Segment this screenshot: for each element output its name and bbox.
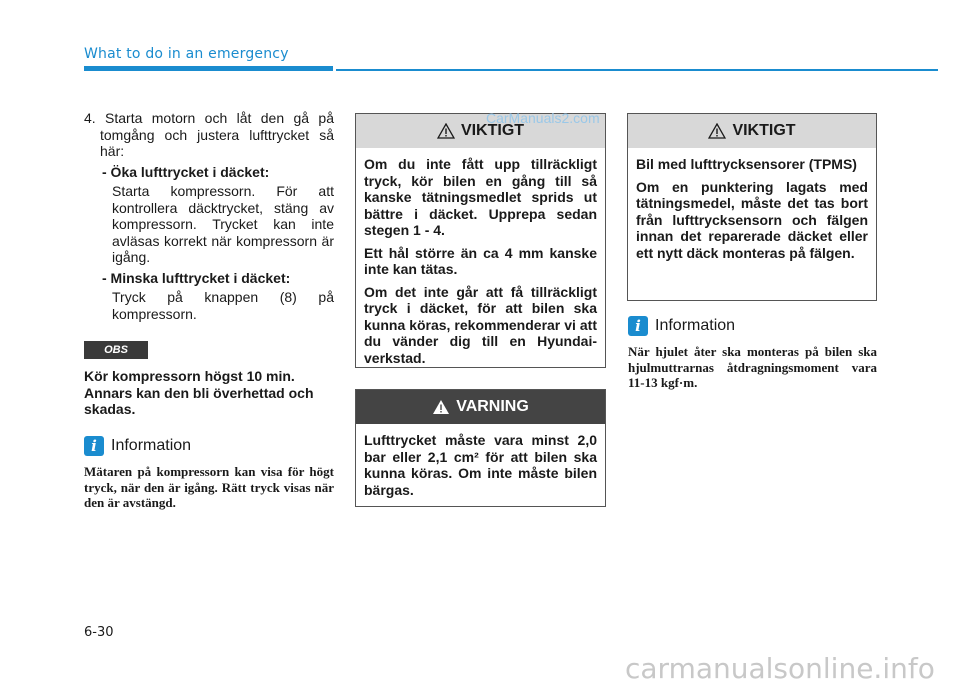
warning-triangle-icon	[708, 123, 726, 139]
info-text-left: Mätaren på kompressorn kan visa för högt tryck, när den är igång. Rätt tryck visas när den är avstängd.	[84, 464, 334, 510]
info-icon: i	[628, 316, 648, 336]
obs-text: Kör kompressorn högst 10 min. Annars kan den bli överhettad och skadas.	[84, 368, 314, 417]
varning-body	[356, 424, 605, 512]
varning-header	[356, 390, 605, 424]
section-header-title: What to do in an emergency	[84, 46, 289, 62]
viktigt-title-middle: VIKTIGT	[460, 122, 525, 139]
increase-pressure-text: Starta kompressorn. För att kontrollera däcktrycket, stäng av kompressorn. Trycket kan inte avläsas korrekt när kompressorn är igång.	[112, 183, 334, 265]
info-block-left	[84, 436, 334, 511]
viktigt-box-middle	[355, 113, 606, 368]
info-text-right: När hjulet åter ska monteras på bilen ska hjulmuttrarnas åtdragningsmoment vara 11-13 kgf·m.	[628, 344, 877, 390]
viktigt-paragraph-1: Om du inte fått upp tillräckligt tryck, kör bilen en gång till så kanske tätningsmedlet sprids ut bättre i däcket. Upprepa sedan stegen 1 - 4.	[364, 156, 597, 238]
varning-title: VARNING	[456, 398, 529, 415]
info-icon: i	[84, 436, 104, 456]
decrease-pressure-heading: - Minska lufttrycket i däcket:	[102, 269, 291, 286]
footer-watermark: carmanualsonline.info	[625, 652, 935, 685]
decrease-pressure-text: Tryck på knappen (8) på kompressorn.	[112, 289, 334, 322]
step-4-text: 4. Starta motorn och låt den gå på tomgång och justera lufttrycket så här:	[84, 110, 334, 159]
obs-badge: OBS	[84, 341, 148, 359]
info-header-left	[84, 436, 334, 456]
info-title-left: Information	[111, 437, 192, 454]
header-bar-thick	[84, 66, 333, 71]
warning-triangle-icon	[437, 123, 455, 139]
page-number: 6-30	[84, 625, 114, 640]
viktigt-body-middle	[356, 148, 605, 380]
viktigt-right-paragraph-1: Bil med lufttrycksensorer (TPMS)	[636, 156, 857, 172]
varning-paragraph-1: Lufttrycket måste vara minst 2,0 bar eller 2,1 cm² för att bilen ska kunna köras. Om inte måste bilen bärgas.	[364, 432, 597, 498]
viktigt-box-right	[627, 113, 877, 301]
viktigt-title-right: VIKTIGT	[732, 122, 796, 139]
info-block-right	[628, 316, 877, 391]
warning-triangle-icon	[432, 399, 450, 415]
viktigt-right-paragraph-2: Om en punktering lagats med tätningsmedel, måste det tas bort från lufttrycksensorn och fälgen innan det reparerade däcket eller ett nytt däck monteras på fälgen.	[636, 178, 868, 261]
varning-box	[355, 389, 606, 507]
info-title-right: Information	[655, 317, 736, 334]
watermark-top: CarManuals2.com	[486, 110, 600, 126]
viktigt-body-right	[628, 148, 876, 275]
viktigt-paragraph-2: Ett hål större än ca 4 mm kanske inte kan tätas.	[364, 244, 597, 277]
viktigt-paragraph-3: Om det inte går att få tillräckligt tryck i däcket, för att bilen ska kunna köras, rekommenderar vi att du vänder dig till en Hyundai-verkstad.	[364, 283, 597, 366]
viktigt-header-right	[628, 114, 876, 148]
info-header-right	[628, 316, 877, 336]
header-bar-thin	[336, 69, 938, 71]
increase-pressure-heading: - Öka lufttrycket i däcket:	[102, 163, 270, 180]
column-left	[84, 110, 334, 322]
